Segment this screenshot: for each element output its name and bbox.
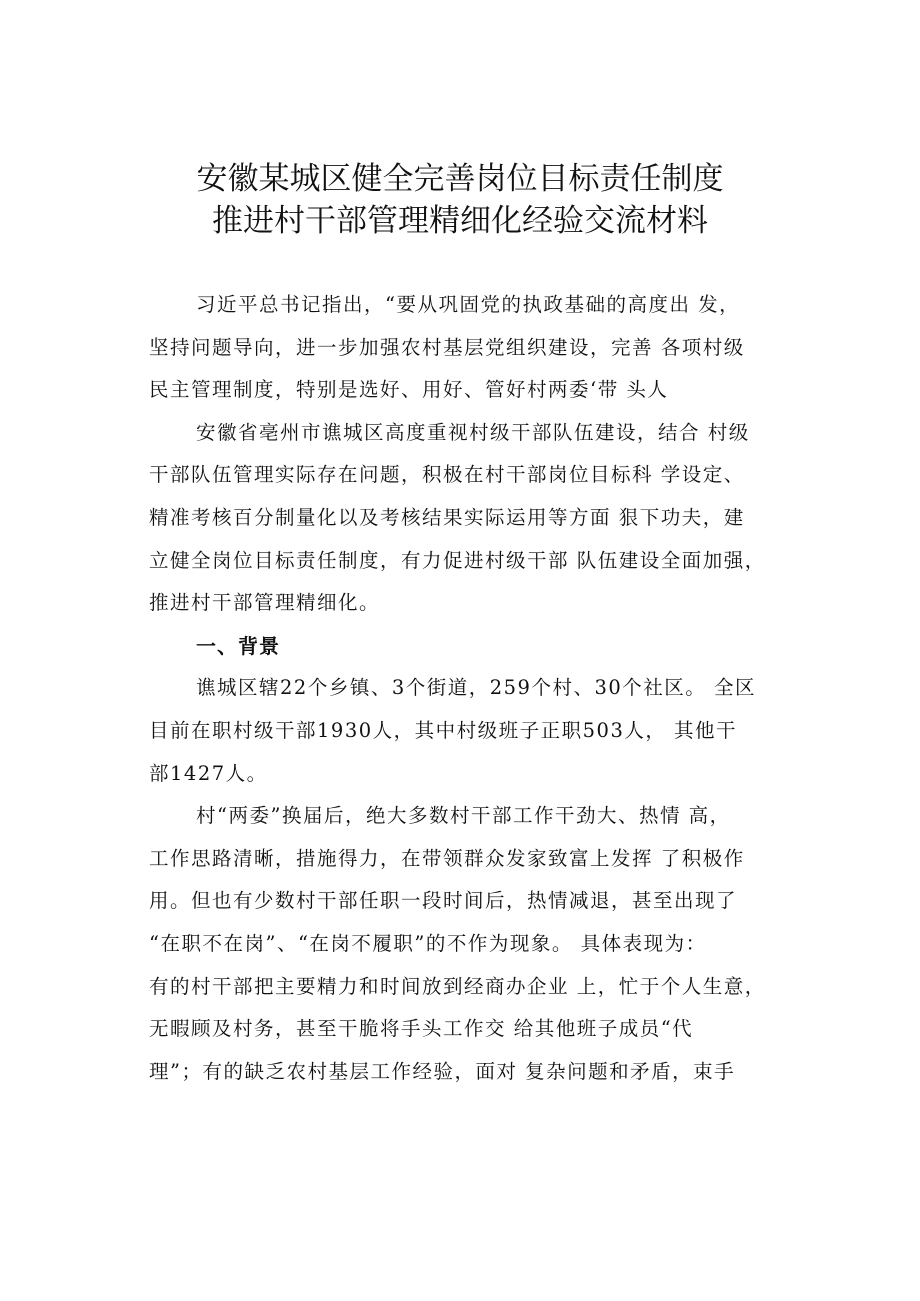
section-paragraph-2-line-5: 有的村干部把主要精力和时间放到经商办企业 上，忙于个人生意， — [149, 974, 766, 998]
section-paragraph-1-line-2: 目前在职村级干部1930人，其中村级班子正职503人， 其他干 — [149, 718, 738, 742]
section-paragraph-2-line-6: 无暇顾及村务，甚至干脆将手头工作交 给其他班子成员“代 — [149, 1017, 694, 1041]
paragraph-2-line-3: 精准考核百分制量化以及考核结果实际运用等方面 狠下功夫，建 — [149, 505, 745, 529]
paragraph-1-line-1: 习近平总书记指出，“要从巩固党的执政基础的高度出 发， — [196, 293, 741, 316]
section-paragraph-2-line-1: 村“两委”换届后，绝大多数村干部工作干劲大、热情 高， — [196, 804, 731, 828]
document-title-line-2: 推进村干部管理精细化经验交流材料 — [212, 203, 708, 239]
section-paragraph-1-line-1: 谯城区辖22个乡镇、3个街道，259个村、30个社区。 全区 — [196, 676, 756, 700]
section-paragraph-2-line-3: 用。但也有少数村干部任职一段时间后，热情减退，甚至出现了 — [149, 889, 738, 913]
paragraph-2-line-5: 推进村干部管理精细化。 — [149, 591, 381, 615]
document-title-line-1: 安徽某城区健全完善岗位目标责任制度 — [196, 161, 724, 197]
paragraph-2-line-4: 立健全岗位目标责任制度，有力促进村级干部 队伍建设全面加强， — [149, 548, 766, 572]
paragraph-1-line-2: 坚持问题导向，进一步加强农村基层党组织建设，完善 各项村级 — [149, 335, 745, 359]
section-paragraph-2-line-4: “在职不在岗”、“在岗不履职”的不作为现象。 具体表现为： — [149, 931, 707, 955]
section-paragraph-2-line-7: 理”；有的缺乏农村基层工作经验，面对 复杂问题和矛盾，束手 — [149, 1059, 736, 1083]
paragraph-2-line-2: 干部队伍管理实际存在问题，积极在村干部岗位目标科 学设定、 — [149, 463, 745, 487]
section-paragraph-2-line-2: 工作思路清晰，措施得力，在带领群众发家致富上发挥 了积极作 — [149, 846, 745, 870]
section-heading-background: 一、背景 — [196, 633, 280, 658]
paragraph-1-line-3: 民主管理制度，特别是选好、用好、管好村两委‘带 头人 — [149, 378, 669, 402]
document-body — [149, 284, 809, 1093]
paragraph-2-line-1: 安徽省亳州市谯城区高度重视村级干部队伍建设，结合 村级 — [196, 420, 750, 444]
section-paragraph-1-line-3: 部1427人。 — [149, 761, 268, 785]
